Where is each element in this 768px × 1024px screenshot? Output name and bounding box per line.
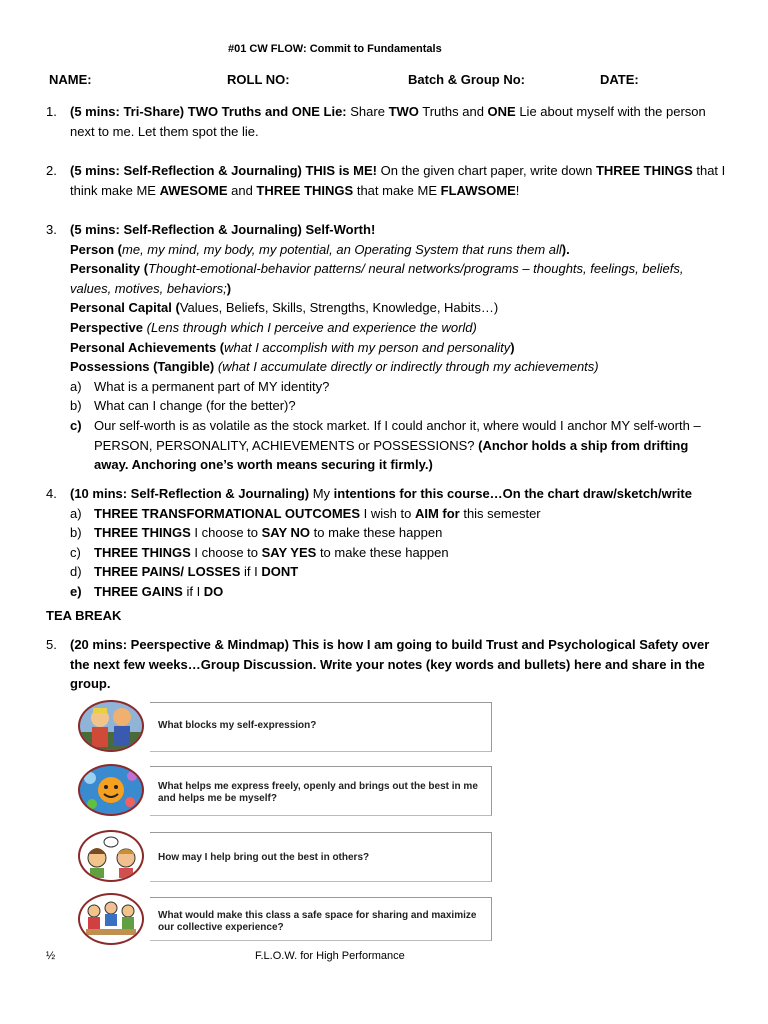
group-sharing-image	[78, 893, 144, 945]
activity-number: 4.	[46, 486, 57, 501]
question-c: c) Our self-worth is as volatile as the stock market. If I could anchor it, where would I anchor MY self-worth – PERSON, PERSONALITY, ACHIEVEMENTS or POSSESSIONS? (Anchor holds a ship from drifting away. Anchoring one’s worth means securing it firmly.)	[70, 417, 701, 473]
conversation-image	[78, 830, 144, 882]
prompt-row-4	[78, 893, 498, 949]
tea-break-label: TEA BREAK	[46, 608, 122, 623]
prompt-bubble: How may I help bring out the best in others?	[150, 832, 492, 882]
page-title: #01 CW FLOW: Commit to Fundamentals	[228, 43, 442, 55]
activity-number: 1.	[46, 104, 57, 119]
definition-personal-capital: Personal Capital (Values, Beliefs, Skills, Strengths, Knowledge, Habits…)	[70, 300, 499, 316]
activity-text: (5 mins: Self-Reflection & Journaling) THIS is ME! On the given chart paper, write down THREE THINGS that I think make ME AWESOME and THREE THINGS that make ME FLAWSOME!	[70, 163, 726, 198]
activity-1	[46, 102, 726, 141]
prompt-bubble: What helps me express freely, openly and brings out the best in me and helps me be myself?	[150, 766, 492, 816]
definition-possessions: Possessions (Tangible) (what I accumulate directly or indirectly through my achievements)	[70, 359, 599, 375]
activity-4	[46, 484, 746, 602]
name-field-label: NAME:	[49, 72, 92, 87]
intention-b: b) THREE THINGS I choose to SAY NO to make these happen	[70, 525, 443, 541]
definition-personal-achievements: Personal Achievements (what I accomplish with my person and personality)	[70, 339, 515, 355]
activity-number: 5.	[46, 637, 57, 652]
activity-2	[46, 161, 726, 200]
intention-c: c) THREE THINGS I choose to SAY YES to make these happen	[70, 544, 449, 560]
intention-e: e) THREE GAINS if I DO	[70, 583, 224, 599]
definition-person: Person (me, my mind, my body, my potential, an Operating System that runs them all).	[70, 241, 570, 257]
prompt-row-1	[78, 700, 498, 756]
page-number: ½	[46, 950, 56, 962]
intention-a: a) THREE TRANSFORMATIONAL OUTCOMES I wish to AIM for this semester	[70, 505, 541, 521]
activity-number: 2.	[46, 163, 57, 178]
question-b: b) What can I change (for the better)?	[70, 398, 296, 414]
question-a: a) What is a permanent part of MY identity?	[70, 378, 330, 394]
activity-text: (5 mins: Tri-Share) TWO Truths and ONE Lie: Share TWO Truths and ONE Lie about myself with the person next to me. Let them spot the lie.	[70, 104, 706, 139]
footer-title: F.L.O.W. for High Performance	[255, 950, 405, 962]
definition-personality: Personality (Thought-emotional-behavior patterns/ neural networks/programs – thoughts, feelings, beliefs, values, motives, behaviors;)	[70, 261, 684, 296]
batch-group-field-label: Batch & Group No:	[408, 72, 525, 87]
kids-cartoon-image	[78, 700, 144, 752]
prompt-bubble: What would make this class a safe space for sharing and maximize our collective experience?	[150, 897, 492, 941]
activity-text: (20 mins: Peerspective & Mindmap) This is how I am going to build Trust and Psychological Safety over the next few weeks…Group Discussion. Write your notes (key words and bullets) here and share in the group.	[70, 637, 710, 692]
activity-heading: (5 mins: Self-Reflection & Journaling) Self-Worth!	[70, 222, 376, 237]
happy-emoji-image	[78, 764, 144, 816]
prompt-row-2	[78, 764, 498, 820]
date-field-label: DATE:	[600, 72, 639, 87]
roll-no-field-label: ROLL NO:	[227, 72, 290, 87]
activity-3	[46, 220, 726, 475]
definition-perspective: Perspective (Lens through which I perceive and experience the world)	[70, 319, 477, 335]
prompt-row-3	[78, 830, 498, 886]
activity-number: 3.	[46, 222, 57, 237]
activity-5	[46, 635, 726, 694]
activity-heading: (10 mins: Self-Reflection & Journaling) My intentions for this course…On the chart draw/sketch/write	[70, 486, 692, 501]
intention-d: d) THREE PAINS/ LOSSES if I DONT	[70, 564, 299, 580]
prompt-bubble: What blocks my self-expression?	[150, 702, 492, 752]
